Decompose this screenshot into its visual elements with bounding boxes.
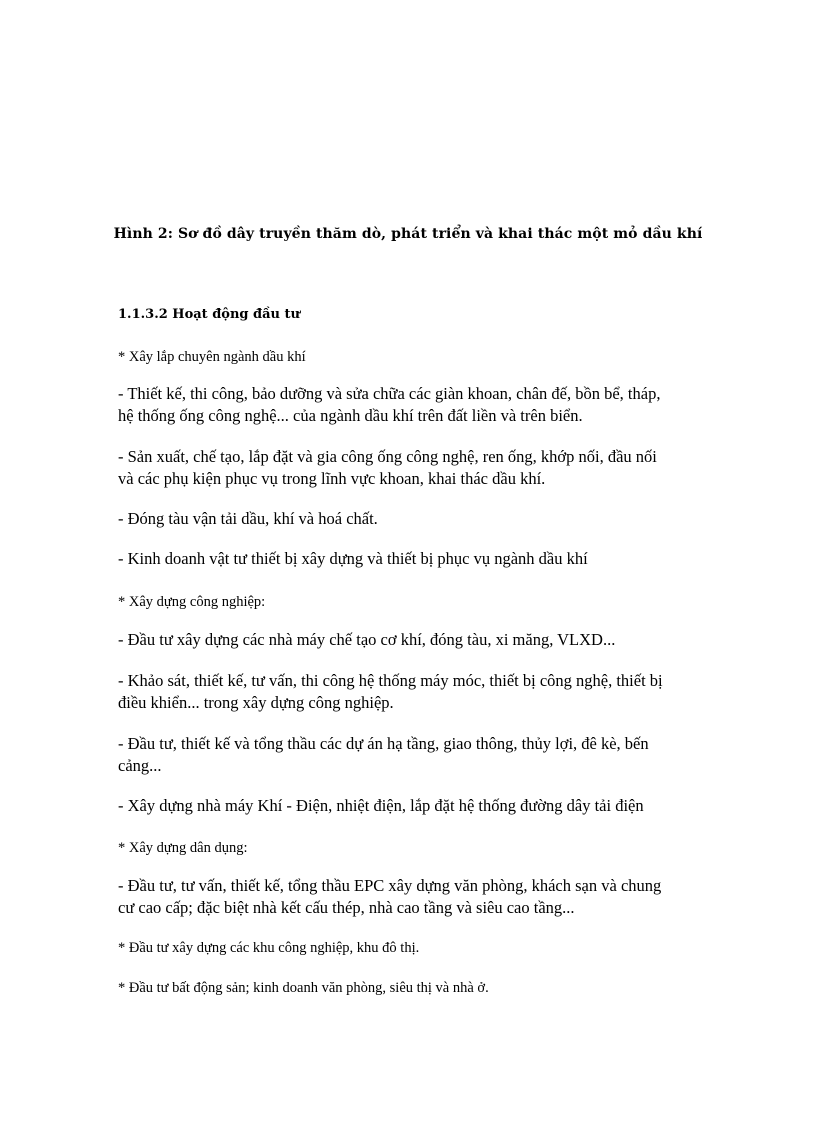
paragraph-6 [118, 591, 698, 613]
paragraph-13 [118, 937, 698, 959]
paragraph-line: * Đầu tư xây dựng các khu công nghiệp, khu đô thị. [118, 940, 420, 956]
paragraph-line: - Đóng tàu vận tải dầu, khí và hoá chất. [118, 509, 378, 528]
paragraph-7 [118, 629, 698, 651]
paragraph-14 [118, 977, 698, 999]
paragraph-line: và các phụ kiện phục vụ trong lĩnh vực khoan, khai thác dầu khí. [118, 469, 546, 488]
paragraph-line: * Xây lắp chuyên ngành dầu khí [118, 349, 306, 365]
paragraph-line: * Xây dựng công nghiệp: [118, 594, 266, 610]
paragraph-3 [118, 446, 698, 490]
paragraph-4 [118, 508, 698, 530]
paragraph-line: - Đầu tư, tư vấn, thiết kế, tổng thầu EPC xây dựng văn phòng, khách sạn và chung [118, 876, 662, 895]
paragraph-line: * Xây dựng dân dụng: [118, 840, 248, 856]
paragraph-12 [118, 875, 698, 919]
paragraph-line: cư cao cấp; đặc biệt nhà kết cấu thép, nhà cao tầng và siêu cao tầng... [118, 898, 575, 917]
paragraph-line: - Thiết kế, thi công, bảo dưỡng và sửa chữa các giàn khoan, chân đế, bồn bể, tháp, [118, 384, 661, 403]
paragraph-line: * Đầu tư bất động sản; kinh doanh văn phòng, siêu thị và nhà ở. [118, 980, 489, 996]
figure-caption: Hình 2: Sơ đồ dây truyền thăm dò, phát triển và khai thác một mỏ dầu khí [113, 226, 703, 242]
paragraph-line: - Khảo sát, thiết kế, tư vấn, thi công hệ thống máy móc, thiết bị công nghệ, thiết bị [118, 671, 663, 690]
paragraph-8 [118, 670, 698, 714]
paragraph-line: - Sản xuất, chế tạo, lắp đặt và gia công ống công nghệ, ren ống, khớp nối, đầu nối [118, 447, 657, 466]
paragraph-line: - Đầu tư, thiết kế và tổng thầu các dự án hạ tầng, giao thông, thủy lợi, đê kè, bến [118, 734, 649, 753]
paragraph-line: cảng... [118, 756, 162, 775]
paragraph-5 [118, 548, 698, 570]
paragraph-1 [118, 346, 698, 368]
paragraph-line: - Xây dựng nhà máy Khí - Điện, nhiệt điện, lắp đặt hệ thống đường dây tải điện [118, 796, 644, 815]
paragraph-line: - Kinh doanh vật tư thiết bị xây dựng và thiết bị phục vụ ngành dầu khí [118, 549, 588, 568]
paragraph-2 [118, 383, 698, 427]
section-heading: 1.1.3.2 Hoạt động đầu tư [118, 307, 300, 322]
paragraph-line: điều khiển... trong xây dựng công nghiệp. [118, 693, 394, 712]
paragraph-9 [118, 733, 698, 777]
paragraph-10 [118, 795, 698, 817]
paragraph-line: - Đầu tư xây dựng các nhà máy chế tạo cơ khí, đóng tàu, xi măng, VLXD... [118, 630, 616, 649]
paragraph-11 [118, 837, 698, 859]
paragraph-line: hệ thống ống công nghệ... của ngành dầu khí trên đất liền và trên biển. [118, 406, 583, 425]
